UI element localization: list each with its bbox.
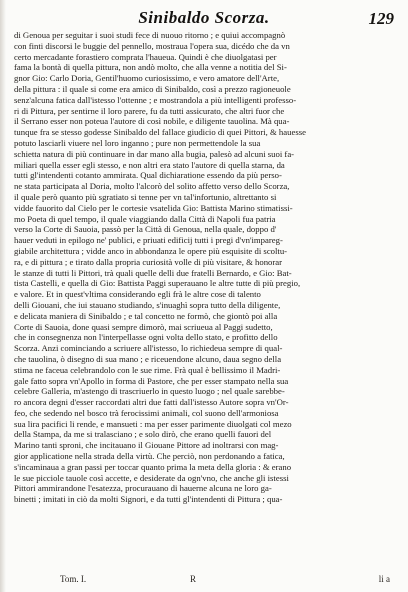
text-line: il quale però quanto più sgratiato si tenne per vn tal'infortunio, altrettanto si (14, 191, 277, 202)
text-line: s'incaminaua a gran passi per toccar quanto prima la meta della gloria : & erano (14, 461, 292, 472)
text-line: le sue picciole tauole così accette, e desiderate da ogn'vno, che anche gli istessi (14, 472, 289, 483)
text-line: gale fatto sopra vn'Apollo in forma di Pastore, che per esser stampato nella sua (14, 375, 289, 386)
text-line: Marino tanti sproni, che incitauano il Giouane Pittore ad inoltrarsi con mag- (14, 440, 279, 451)
text-line: senz'alcuna fatica dall'istesso l'ottenne ; e mostrandola a più intelligenti professo- (14, 94, 297, 105)
text-line: verso la Corte di Sauoia, passò per la Città di Genoua, nella quale, doppo d' (14, 224, 277, 235)
text-line: Pittori ammirandone l'esatezza, procurauano di hauerne alcuna ne loro ga- (14, 483, 272, 494)
page-number: 129 (368, 9, 394, 28)
text-line: Scorza. Anzi cominciando a scriuere all'istesso, lo richiedeua sempre di qual- (14, 343, 283, 354)
text-line: potuto lasciarli viuere nel loro inganno ; pure non permettendole la sua (14, 137, 261, 148)
text-line: vidde fauorito dal Cielo per le cortesie vsatelida Gio: Battista Marino stimatissi- (14, 202, 293, 213)
text-line: ne stata participata al Doria, molto l'alcorò del solito affetto verso dello Scorza, (14, 181, 290, 192)
text-line: che tauolina, ò disegno di sua mano ; e riceuendone alcuno, daua segno della (14, 353, 282, 364)
text-line: schietta natura di più continuare in dar mano alla bugia, palesò ad alcuni suoi fa- (14, 148, 295, 159)
text-line: delli Giouani, che iui stauano studiando, s'inuaghì sopra tutto della diligente, (14, 299, 281, 310)
text-line: gior applicatione nella strada della virtù. Che perciò, non perdonando a fatica, (14, 451, 285, 462)
text-line: che in consegnenza non l'interpellasse ogni volta dello stato, e profitto dello (14, 332, 278, 343)
text-line: con finti discorsi le buggie del pennello, mostraua l'opera sua, dicédo che da vn (14, 40, 290, 51)
text-line: della pittura : il quale si come era amico di Sinibaldo, così a prezzo ragioneuole (14, 83, 291, 94)
text-line: ra, e di pittura ; e tirato dalla propria curiosità volle di più visitare, & honorar (14, 256, 283, 267)
text-line: mo Poeta di quel tempo, il quale viaggiando dalla Città di Napoli fua patria (14, 213, 276, 224)
text-line: hauer veduti in epilogo ne' publici, e priuati edificij tutti i pregi d'vn'impareg- (14, 235, 283, 246)
text-line: della Stampa, da me si tralasciano ; e solo dirò, che erano quelli fauori del (14, 429, 272, 440)
text-line: ri di Pittura, per sentirne il loro parere, fu da tutti assicurato, che altri fuor che (14, 105, 285, 116)
running-head: Sinibaldo Scorza. (138, 8, 270, 27)
text-line: tunque fra se stesso godesse Sinibaldo del fallace giudicio di quei Pittori, & hauesse (14, 127, 306, 138)
text-line: fama la bontà di quella pittura, non andò molto, che alla venne a notitia del Si- (14, 62, 287, 73)
text-line: stima ne faceua celebrandolo con le sue rime. Frà qual è bellissimo il Madri- (14, 364, 281, 375)
text-line: Corte di Sauoia, done quasi sempre dimorò, mai scriueua al Paggi sudetto, (14, 321, 273, 332)
text-line: binetti ; imitati in ciò da molti Signori, e da tutti gl'intendenti di Pittura ; qua- (14, 494, 283, 505)
text-line: e delicata maniera di Sinibaldo ; e tal concetto ne formò, che giontò poi alla (14, 310, 278, 321)
text-line: miliari quella esser egli stesso, e non altri era stato l'autore di quella starna, da (14, 159, 285, 170)
text-line: gnor Gio: Carlo Doria, Gentil'huomo curiosissimo, e vero amatore dell'Arte, (14, 73, 280, 84)
text-line: le stanze di tutti li Pittori, trà quali quelle delli due fratelli Bernardo, e Gio: Bat- (14, 267, 292, 278)
text-line: certo mercadante forastiero comprata l'haueua. Quindi è che diuolgatasi per (14, 51, 277, 62)
text-line: il Serrano esser non poteua l'autore di così nobile, e diligente tauolina. Mà qua- (14, 116, 290, 127)
text-line: di Genoua per seguitar i suoi studi fece di nuouo ritorno ; e quiui accompagnò (14, 30, 286, 40)
volume-mark: Tom. I. (60, 574, 87, 584)
text-line: tista Castelli, e quella di Gio: Battista Paggi superauano le altre tutte di più pregio, (14, 278, 301, 289)
page-header (0, 8, 408, 30)
body-text (14, 30, 394, 505)
page-footer (0, 572, 408, 588)
text-line: tutti gl'intendenti cotanto ammirata. Qual dichiaratione essendo da più perso- (14, 170, 282, 181)
catchword: li a (378, 574, 390, 584)
signature-mark: R (190, 574, 197, 584)
text-line: feo, che sedendo nel bosco trà ferocissimi animali, col suono dell'armoniosa (14, 407, 279, 418)
text-line: e valore. Et in quest'vltima considerando egli frà le altre cose di talento (14, 289, 261, 300)
text-line: giabile architettura ; vidde anco in abbondanza le opere più esquisite di scoltu- (14, 245, 288, 256)
text-line: sua lira pacifici li rende, e mansueti : ma per esser parimente diuolgati col mezo (14, 418, 292, 429)
text-line: ro ancora degni d'esser raccordati altri due fatti dall'istesso Autore sopra vn'Or- (14, 397, 289, 408)
text-line: celebre Galleria, m'astengo di trascriuerlo in questo luogo ; nel quale sarebbe- (14, 386, 285, 397)
